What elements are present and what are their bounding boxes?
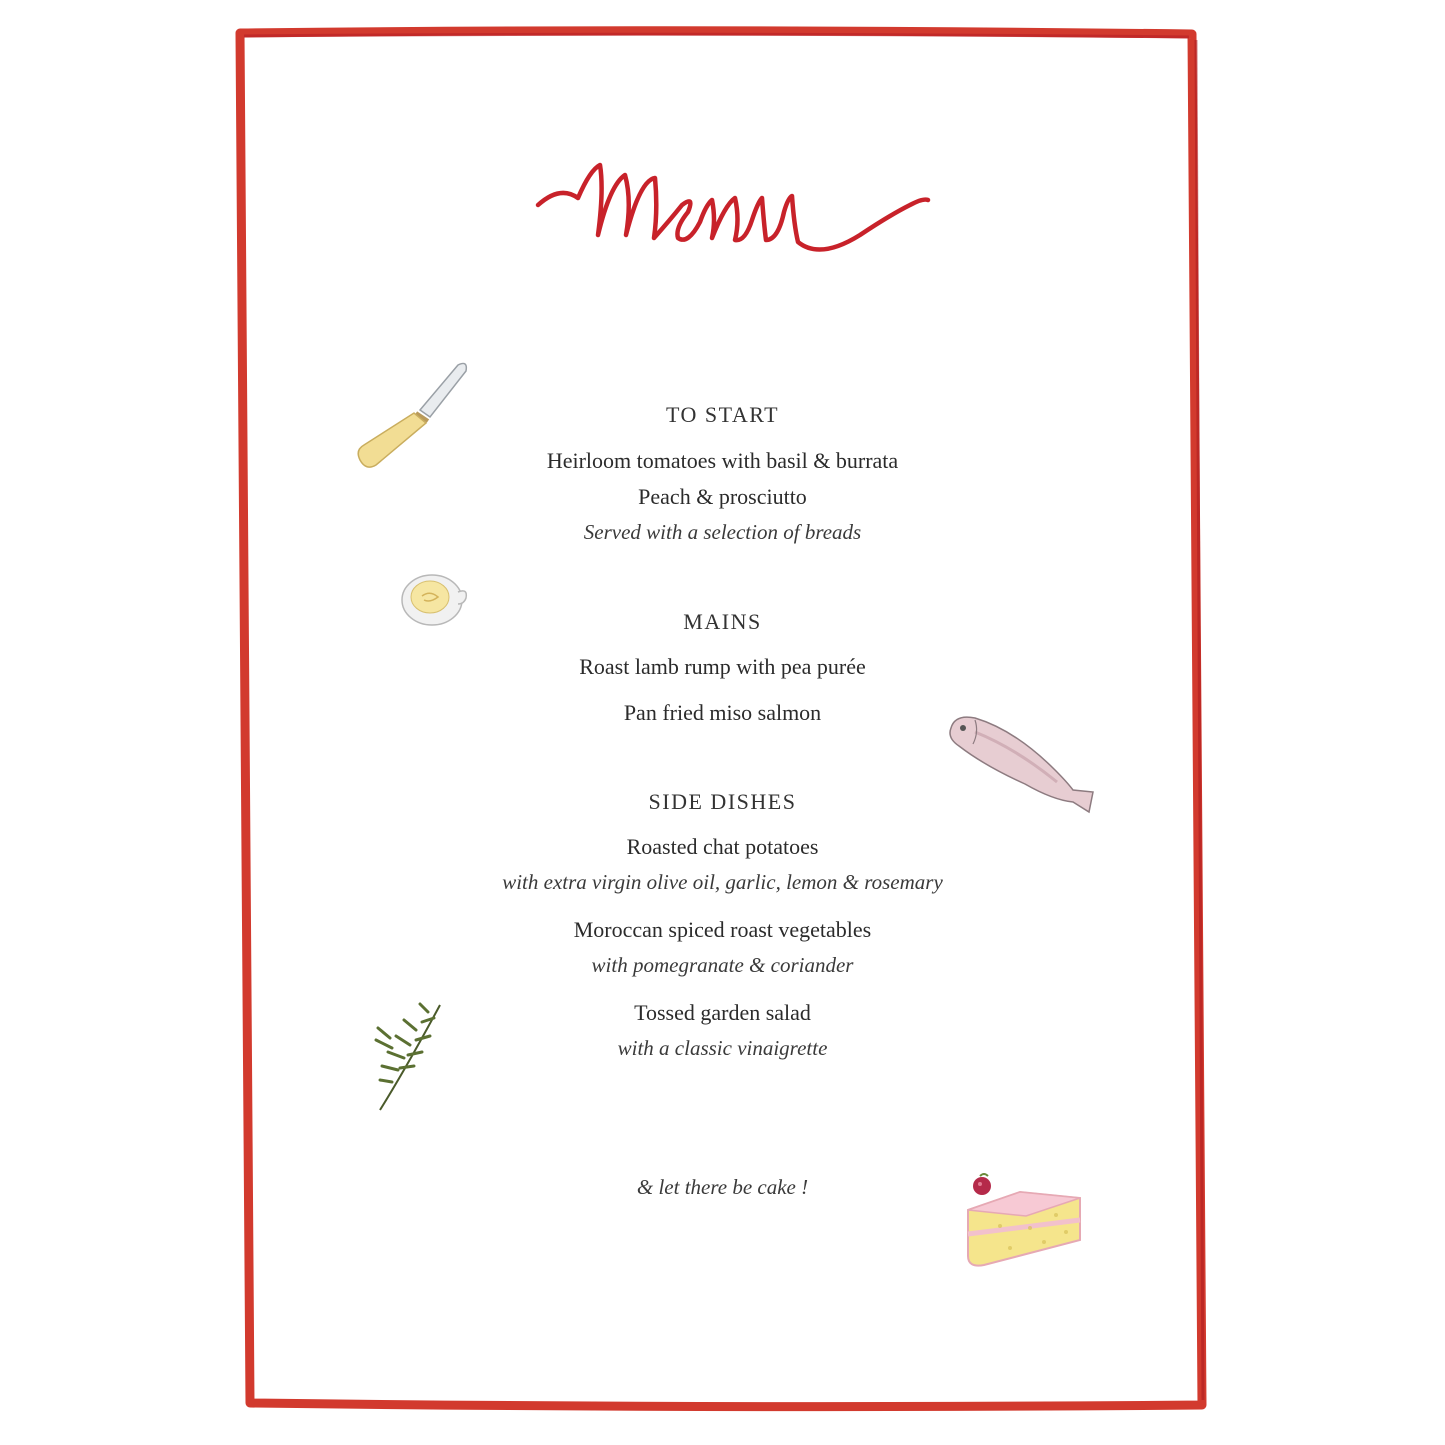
menu-title-script: [530, 150, 935, 270]
menu-item: Pan fried miso salmon: [623, 700, 822, 725]
menu-note: Served with a selection of breads: [583, 520, 862, 544]
section-heading-to-start: TO START: [665, 402, 780, 427]
closing-line: & let there be cake !: [636, 1175, 809, 1199]
menu-item: Peach & prosciutto: [638, 484, 807, 509]
section-heading-mains: MAINS: [683, 609, 762, 634]
menu-item: Roasted chat potatoes: [626, 834, 819, 859]
fish-icon: [945, 710, 1100, 825]
menu-item: Roast lamb rump with pea purée: [579, 654, 866, 679]
menu-note: with a classic vinaigrette: [617, 1036, 828, 1060]
butter-dish-icon: [398, 570, 473, 630]
menu-note: with pomegranate & coriander: [591, 953, 854, 977]
menu-item: Heirloom tomatoes with basil & burrata: [546, 448, 899, 473]
menu-item: Moroccan spiced roast vegetables: [573, 917, 872, 942]
section-heading-side-dishes: SIDE DISHES: [648, 789, 797, 814]
cake-slice-icon: [960, 1170, 1090, 1275]
menu-note: with extra virgin olive oil, garlic, lemon & rosemary: [502, 870, 943, 894]
rosemary-sprig-icon: [370, 1000, 450, 1115]
menu-item: Tossed garden salad: [634, 1000, 811, 1025]
butter-knife-icon: [350, 355, 475, 475]
